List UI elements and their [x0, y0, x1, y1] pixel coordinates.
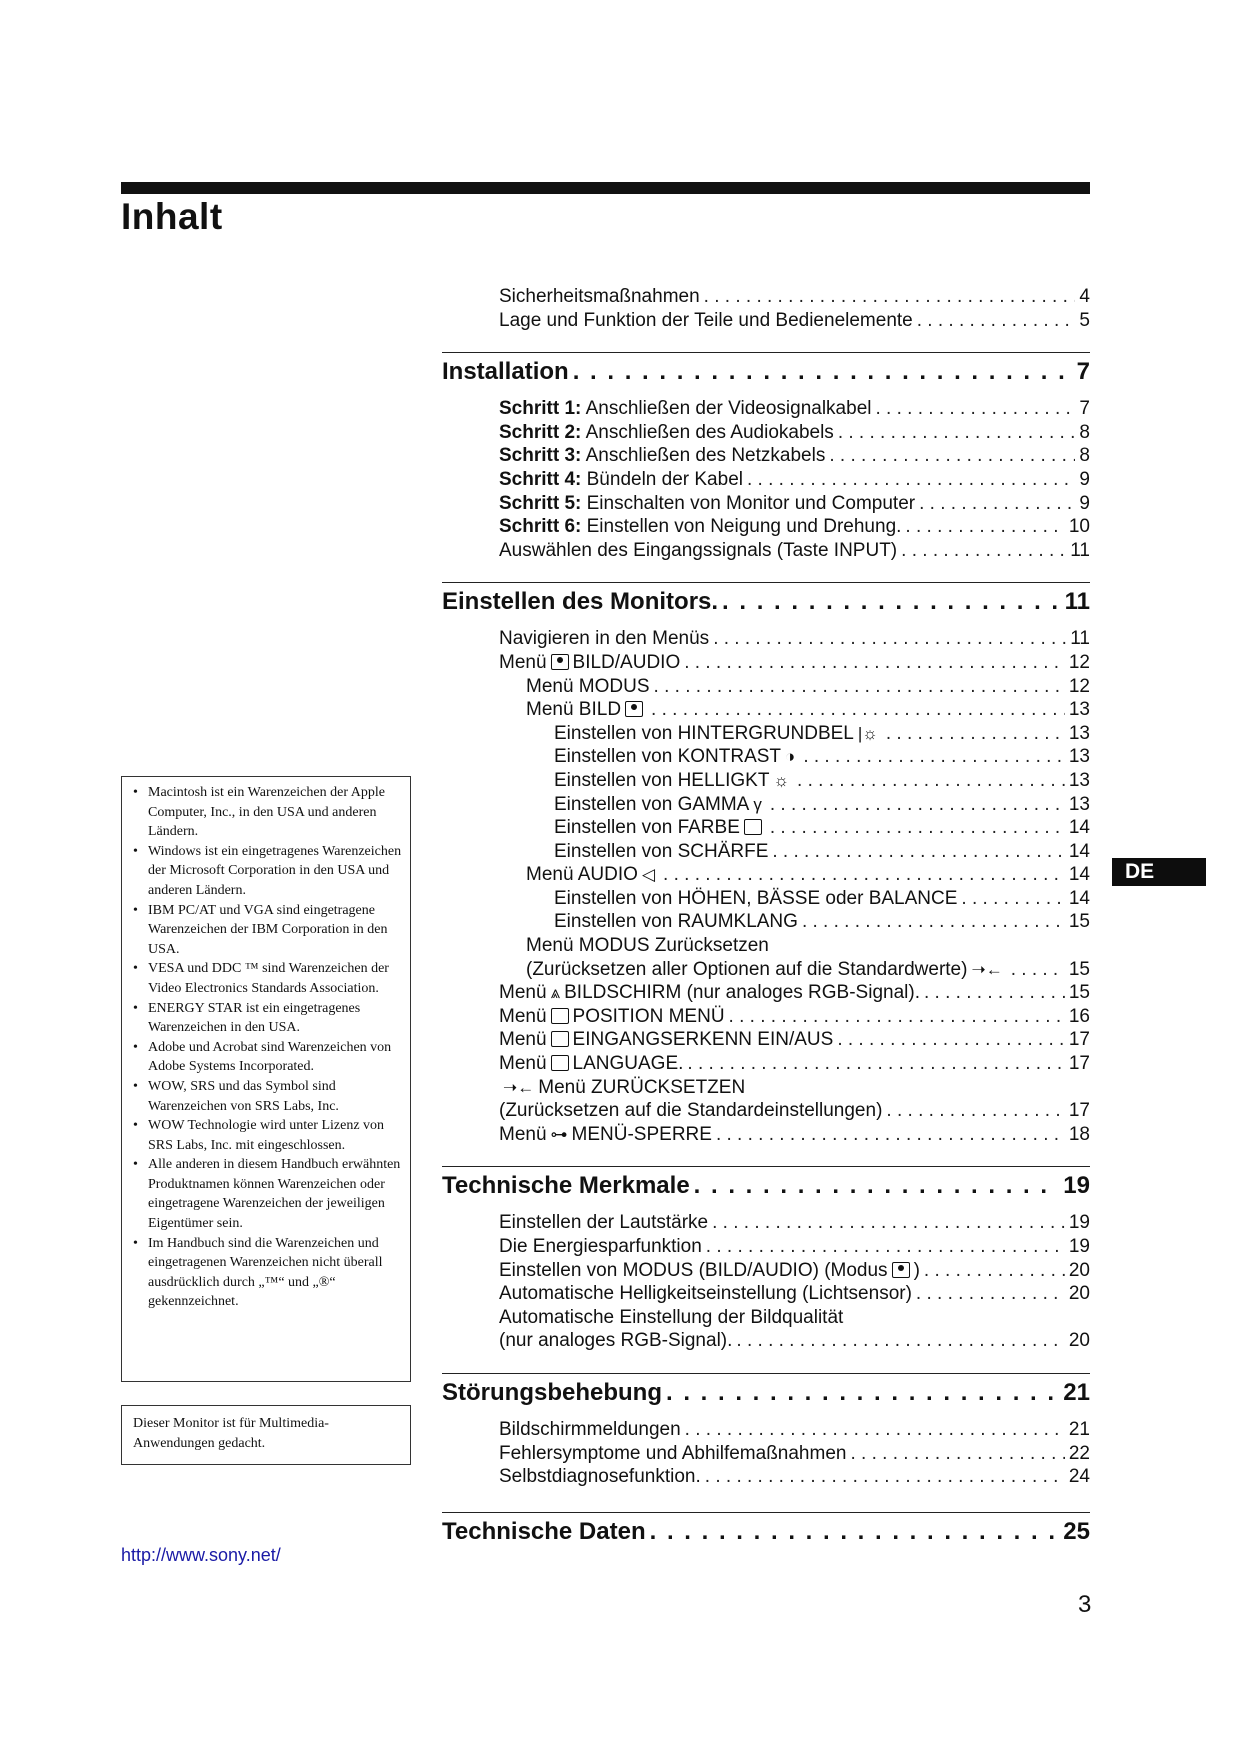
input-sensing-icon [551, 1031, 569, 1047]
language-icon [551, 1055, 569, 1071]
section-troubleshooting[interactable]: Störungsbehebung . . . 21 [442, 1373, 1090, 1413]
reset-icon: ➝← [971, 959, 1003, 979]
toc-entry[interactable]: Menü EINGANGSERKENN EIN/AUS . . . 17 [442, 1029, 1090, 1053]
toc-entry[interactable]: Einstellen von HÖHEN, BÄSSE oder BALANCE . . . 14 [442, 888, 1090, 912]
reset-icon: ➝← [503, 1077, 535, 1097]
key-icon: ⊶ [550, 1124, 568, 1144]
toc-entry[interactable]: Bildschirmmeldungen . . . 21 [442, 1419, 1090, 1443]
toc-entry[interactable]: (Zurücksetzen aller Optionen auf die Standardwerte) ➝← . . . 15 [442, 959, 1090, 983]
trademark-note: • Windows ist ein eingetragenes Warenzeichen der Microsoft Corporation in den USA und anderen Ländern. [131, 842, 402, 901]
toc-entry[interactable]: Schritt 2: Anschließen des Audiokabels . . . 8 [442, 422, 1090, 446]
trademark-note: • Adobe und Acrobat sind Warenzeichen von Adobe Systems Incorporated. [131, 1038, 402, 1077]
toc-entry[interactable]: Schritt 6: Einstellen von Neigung und Drehung. . . . 10 [442, 516, 1090, 540]
section-monitor[interactable]: Einstellen des Monitors. . . . 11 [442, 582, 1090, 622]
toc-entry[interactable]: Menü POSITION MENÜ . . . 16 [442, 1006, 1090, 1030]
trademark-note: • VESA und DDC ™ sind Warenzeichen der Video Electronics Standards Association. [131, 959, 402, 998]
toc-entry[interactable]: Einstellen von HELLIGKT ☼ . . . 13 [442, 770, 1090, 794]
screen-icon: ⩓ [550, 983, 561, 1003]
toc-entry[interactable]: Schritt 3: Anschließen des Netzkabels . . . 8 [442, 445, 1090, 469]
toc-entry[interactable]: Einstellen von GAMMA γ . . . 13 [442, 794, 1090, 818]
trademark-notes [121, 776, 411, 1382]
toc-entry[interactable]: Menü BILD . . . 13 [442, 699, 1090, 723]
toc-entry[interactable]: (Zurücksetzen auf die Standardeinstellungen) . . . 17 [442, 1100, 1090, 1124]
multimedia-note: Dieser Monitor ist für Multimedia-Anwendungen gedacht. [121, 1405, 411, 1465]
toc-entry[interactable]: Automatische Helligkeitseinstellung (Lichtsensor) . . . 20 [442, 1283, 1090, 1307]
picture-icon [625, 701, 643, 717]
trademark-note: • Macintosh ist ein Warenzeichen der Apple Computer, Inc., in den USA und anderen Ländern. [131, 783, 402, 842]
toc-entry[interactable]: Selbstdiagnosefunktion. . . . 24 [442, 1466, 1090, 1490]
backlight-icon: |☼ [857, 723, 878, 743]
section-installation[interactable]: Installation . . . 7 [442, 352, 1090, 392]
toc-entry[interactable]: Schritt 1: Anschließen der Videosignalkabel . . . 7 [442, 398, 1090, 422]
toc-entry[interactable]: Menü ⩓ BILDSCHIRM (nur analoges RGB-Signal). . . . 15 [442, 982, 1090, 1006]
page-number: 3 [1078, 1591, 1092, 1618]
trademark-note: • WOW Technologie wird unter Lizenz von SRS Labs, Inc. mit eingeschlossen. [131, 1116, 402, 1155]
toc-entry[interactable]: Automatische Einstellung der Bildqualität [499, 1306, 844, 1328]
section-specifications[interactable]: Technische Daten . . . 25 [442, 1512, 1090, 1552]
trademark-note: • Im Handbuch sind die Warenzeichen und eingetragenen Warenzeichen nicht überall ausdrücklich durch „™“ und „®“ gekennzeichnet. [131, 1234, 402, 1312]
language-tab: DE [1112, 858, 1206, 886]
toc-entry[interactable]: Menü MODUS . . . 12 [442, 676, 1090, 700]
toc-entry[interactable]: Einstellen von HINTERGRUNDBEL |☼ . . . 13 [442, 723, 1090, 747]
toc-entry[interactable]: Auswählen des Eingangssignals (Taste INPUT) . . . 11 [442, 540, 1090, 564]
toc-entry[interactable]: ➝← Menü ZURÜCKSETZEN [503, 1076, 746, 1098]
position-icon [551, 1008, 569, 1024]
toc-entry[interactable]: Einstellen von SCHÄRFE . . . 14 [442, 841, 1090, 865]
sony-url-link[interactable]: http://www.sony.net/ [121, 1545, 281, 1565]
toc-entry[interactable]: Die Energiesparfunktion . . . 19 [442, 1236, 1090, 1260]
trademark-note: • WOW, SRS und das Symbol sind Warenzeichen von SRS Labs, Inc. [131, 1077, 402, 1116]
toc-entry[interactable]: Menü LANGUAGE. . . . 17 [442, 1053, 1090, 1077]
toc-entry[interactable]: Fehlersymptome und Abhilfemaßnahmen . . . 22 [442, 1443, 1090, 1467]
toc-entry[interactable]: Einstellen von RAUMKLANG . . . 15 [442, 911, 1090, 935]
toc-entry[interactable]: Lage und Funktion der Teile und Bedienelemente . . . 5 [442, 310, 1090, 334]
trademark-note: • ENERGY STAR ist ein eingetragenes Warenzeichen in den USA. [131, 999, 402, 1038]
toc-entry[interactable]: Einstellen der Lautstärke . . . 19 [442, 1212, 1090, 1236]
contrast-icon: ◑ [785, 747, 796, 767]
toc-entry[interactable]: Schritt 4: Bündeln der Kabel . . . 9 [442, 469, 1090, 493]
section-features[interactable]: Technische Merkmale . . . 19 [442, 1166, 1090, 1206]
brightness-icon: ☼ [773, 770, 790, 790]
toc-entry[interactable]: (nur analoges RGB-Signal). . . . 20 [442, 1330, 1090, 1354]
toc-entry[interactable]: Einstellen von MODUS (BILD/AUDIO) (Modus ) . . . 20 [442, 1260, 1090, 1284]
color-icon [744, 819, 762, 835]
toc-entry[interactable]: Einstellen von KONTRAST ◑ . . . 13 [442, 746, 1090, 770]
toc-entry[interactable]: Einstellen von FARBE . . . 14 [442, 817, 1090, 841]
toc-entry[interactable]: Menü MODUS Zurücksetzen [526, 935, 769, 957]
toc-entry[interactable]: Schritt 5: Einschalten von Monitor und Computer . . . 9 [442, 493, 1090, 517]
mode-icon [892, 1262, 910, 1278]
toc-entry[interactable]: Navigieren in den Menüs . . . 11 [442, 628, 1090, 652]
picture-audio-icon [551, 654, 569, 670]
table-of-contents [442, 286, 1090, 1558]
title-rule [121, 182, 1090, 194]
gamma-icon: γ [753, 794, 762, 814]
trademark-note: • IBM PC/AT und VGA sind eingetragene Warenzeichen der IBM Corporation in den USA. [131, 901, 402, 960]
speaker-icon: ◁ [641, 865, 656, 885]
page-title: Inhalt [121, 196, 223, 237]
toc-entry[interactable]: Sicherheitsmaßnahmen . . . 4 [442, 286, 1090, 310]
trademark-note: • Alle anderen in diesem Handbuch erwähnten Produktnamen können Warenzeichen oder eingetragene Warenzeichen der jeweiligen Eigentümer sein. [131, 1155, 402, 1233]
toc-entry[interactable]: Menü AUDIO ◁ . . . 14 [442, 864, 1090, 888]
toc-entry[interactable]: Menü ⊶ MENÜ-SPERRE . . . 18 [442, 1124, 1090, 1148]
toc-entry[interactable]: Menü BILD/AUDIO . . . 12 [442, 652, 1090, 676]
